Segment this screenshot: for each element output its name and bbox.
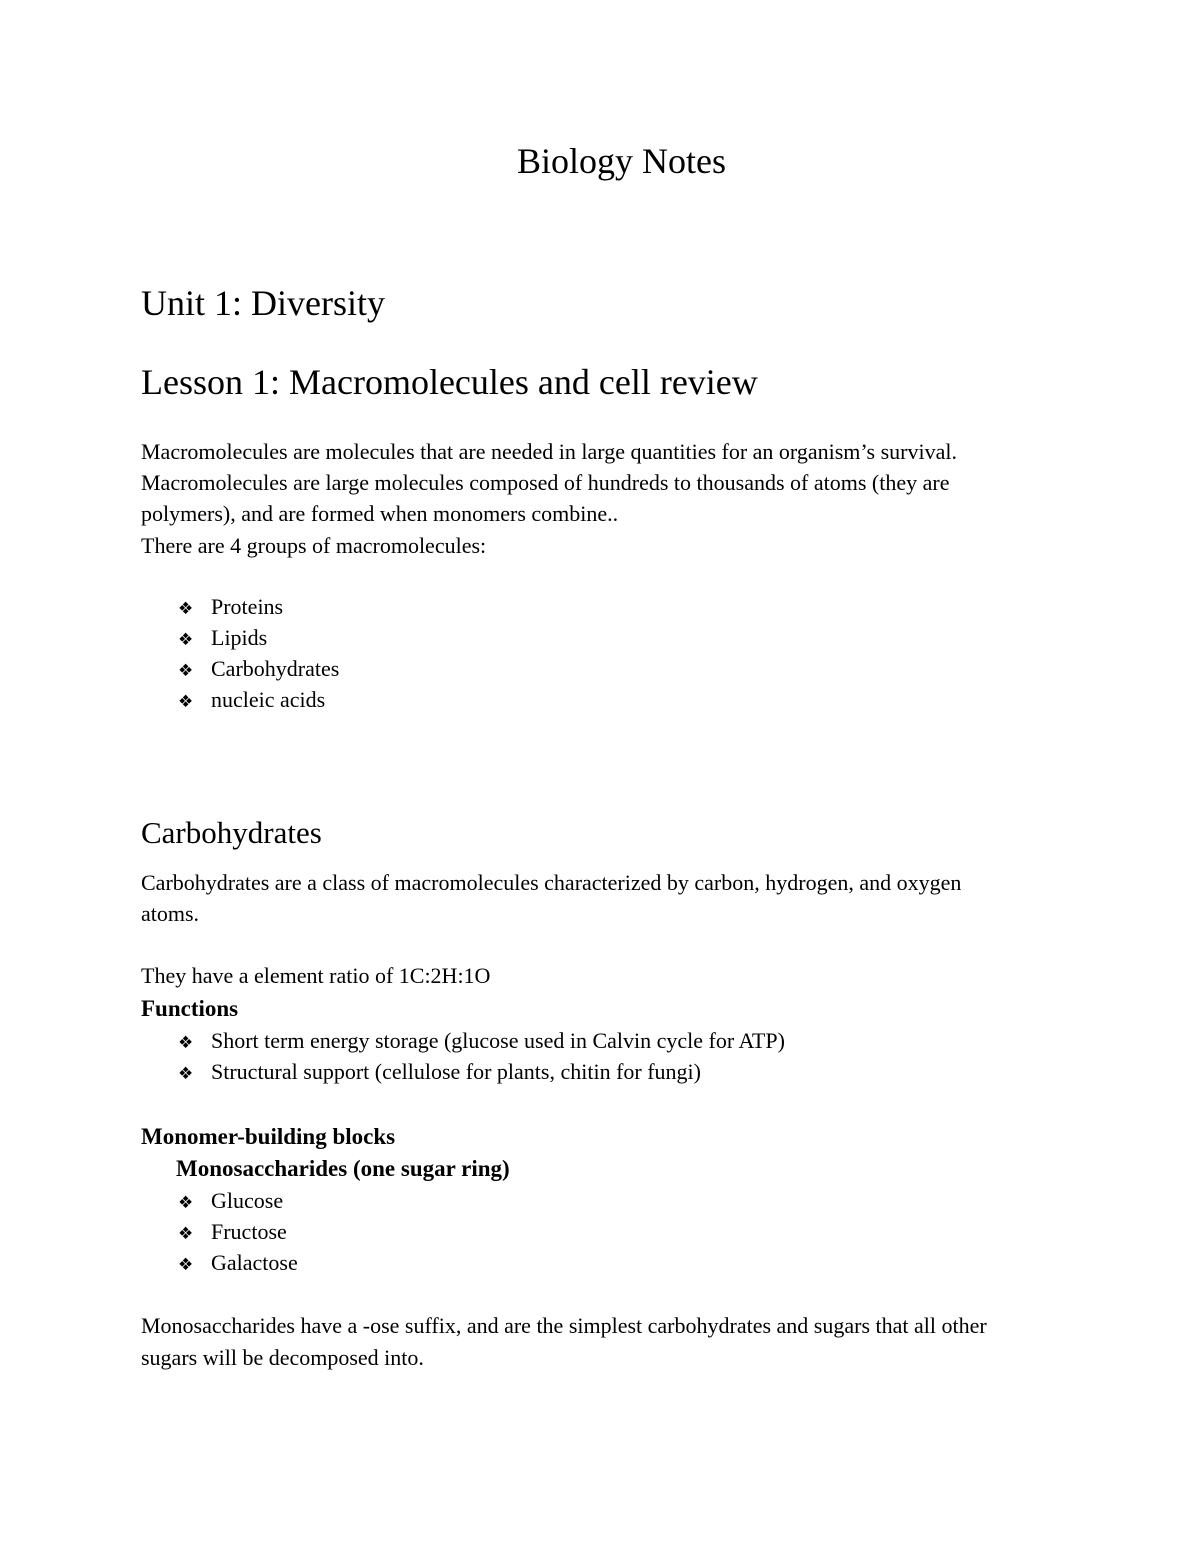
list-item-label: Glucose [211,1188,284,1213]
list-item [178,627,267,649]
element-ratio-line: They have a element ratio of 1C:2H:1O [141,963,491,988]
monomer-heading: Monomer-building blocks [141,1124,396,1149]
list-item-label: Proteins [211,594,284,619]
monosaccharides-note-line-2: sugars will be decomposed into. [141,1345,424,1370]
list-item [178,596,283,618]
list-item [178,1190,283,1212]
list-item-label: Structural support (cellulose for plants, chitin for fungi) [211,1059,701,1084]
bullet-diamond-icon: ❖ [178,1193,194,1213]
list-item [178,1252,298,1274]
list-item [178,1221,287,1243]
carbohydrates-heading: Carbohydrates [141,815,322,850]
document-title: Biology Notes [516,141,726,181]
list-item [178,658,339,680]
bullet-diamond-icon: ❖ [178,1255,194,1275]
carbohydrates-definition-line-2: atoms. [141,901,200,926]
bullet-diamond-icon: ❖ [178,599,194,619]
list-item-label: nucleic acids [211,687,326,712]
intro-line-2: Macromolecules are large molecules composed of hundreds to thousands of atoms (they are [141,470,950,495]
list-item [178,1030,785,1052]
list-item [178,1061,701,1083]
list-item [178,689,325,711]
bullet-diamond-icon: ❖ [178,630,194,650]
intro-line-1: Macromolecules are molecules that are needed in large quantities for an organism’s survival. [141,439,957,464]
list-item-label: Lipids [211,625,268,650]
bullet-diamond-icon: ❖ [178,1064,194,1084]
lesson-heading: Lesson 1: Macromolecules and cell review [141,362,758,402]
bullet-diamond-icon: ❖ [178,1224,194,1244]
monosaccharides-heading: Monosaccharides (one sugar ring) [176,1156,510,1181]
intro-line-3: polymers), and are formed when monomers combine.. [141,501,619,526]
bullet-diamond-icon: ❖ [178,661,194,681]
carbohydrates-definition-line-1: Carbohydrates are a class of macromolecules characterized by carbon, hydrogen, and oxygen [141,870,962,895]
monosaccharides-note-line-1: Monosaccharides have a -ose suffix, and are the simplest carbohydrates and sugars that all other [141,1313,987,1338]
list-item-label: Short term energy storage (glucose used in Calvin cycle for ATP) [211,1028,785,1053]
unit-heading: Unit 1: Diversity [141,283,385,323]
list-item-label: Fructose [211,1219,287,1244]
list-item-label: Carbohydrates [211,656,340,681]
intro-line-4: There are 4 groups of macromolecules: [141,533,487,558]
list-item-label: Galactose [211,1250,298,1275]
bullet-diamond-icon: ❖ [178,1033,194,1053]
bullet-diamond-icon: ❖ [178,692,194,712]
functions-heading: Functions [141,996,239,1021]
